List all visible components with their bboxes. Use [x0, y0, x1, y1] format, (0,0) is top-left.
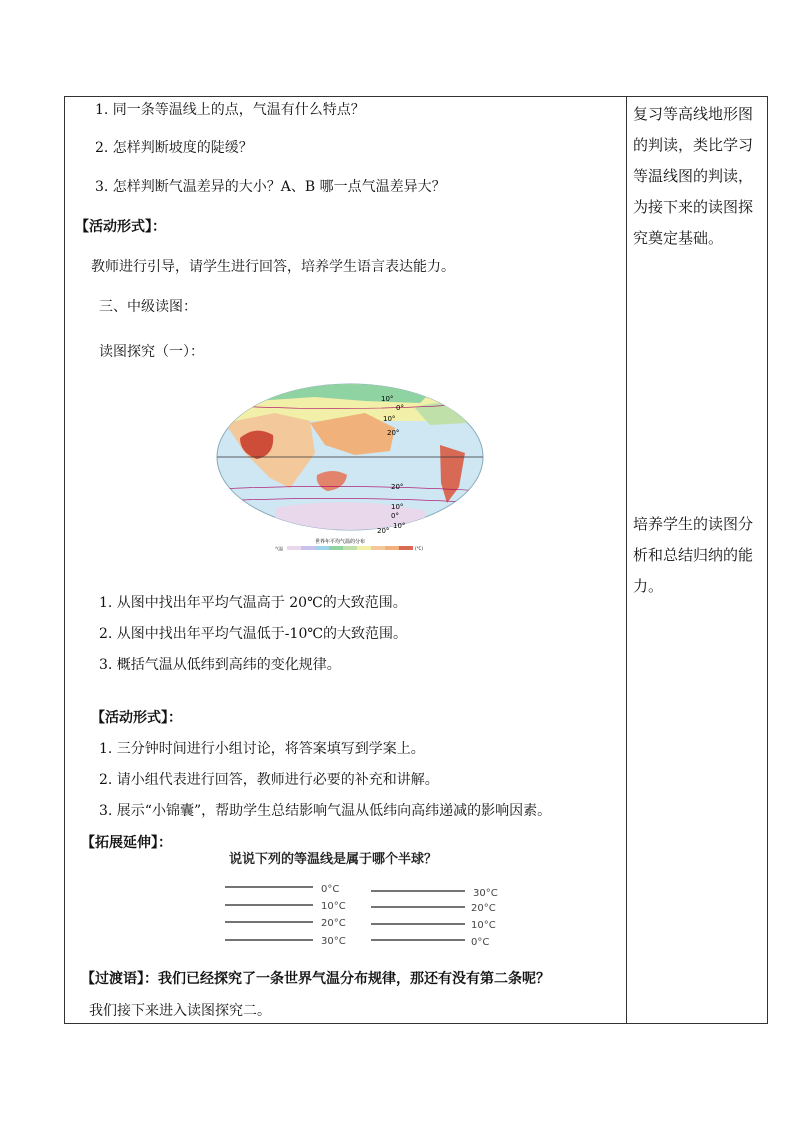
legend-swatch [371, 546, 385, 550]
map-question-2: 2. 从图中找出年平均气温低于-10℃的大致范围。 [99, 626, 408, 642]
isotherm-question-title: 说说下列的等温线是属于哪个半球？ [229, 852, 438, 867]
isotherm-label-left: 0°C [321, 884, 340, 895]
isotherm-label-right: 10°C [471, 920, 496, 931]
isotherm-label: 0° [391, 512, 399, 520]
legend-swatch [343, 546, 357, 550]
transition-line-2: 我们接下来进入读图探究二。 [89, 1003, 271, 1019]
map-title: 世界年平均气温的分布 [315, 539, 366, 545]
map-question-3: 3. 概括气温从低纬到高纬的变化规律。 [99, 657, 341, 673]
question-1: 1. 同一条等温线上的点，气温有什么特点？ [95, 102, 365, 118]
side-note-review: 复习等高线地形图的判读，类比学习等温线图的判读，为接下来的读图探究奠定基础。 [633, 105, 754, 247]
map-question-1: 1. 从图中找出年平均气温高于 20℃的大致范围。 [99, 595, 407, 611]
isotherm-label-left: 30°C [321, 936, 346, 947]
transition-text [81, 970, 550, 988]
section-heading: 三、中级读图： [99, 299, 197, 315]
isotherm-label: 20° [377, 527, 390, 535]
lesson-table [64, 96, 768, 1024]
activity-step-1: 1. 三分钟时间进行小组讨论，将答案填写到学案上。 [99, 741, 425, 757]
activity-step-2: 2. 请小组代表进行回答，教师进行必要的补充和讲解。 [99, 772, 439, 788]
activity-step-3: 3. 展示“小锦囊”，帮助学生总结影响气温从低纬向高纬递减的影响因素。 [99, 803, 552, 819]
isotherm-label: 10° [381, 395, 394, 403]
isotherm-label: 10° [383, 415, 396, 423]
activity-text: 教师进行引导，请学生进行回答，培养学生语言表达能力。 [91, 259, 455, 275]
isotherm-label-left: 10°C [321, 901, 346, 912]
extension-label: 【拓展延伸】： [81, 835, 172, 851]
explore-heading: 读图探究（一）： [99, 344, 204, 360]
isotherm-label: 0° [396, 404, 404, 412]
legend-swatch [329, 546, 343, 550]
side-note-reading: 培养学生的读图分析和总结归纳的能力。 [633, 515, 754, 595]
question-2: 2. 怎样判断坡度的陡缓？ [95, 140, 253, 156]
legend-suffix: (°C) [415, 546, 423, 551]
legend-swatch [385, 546, 399, 550]
activity-label-2: 【活动形式】： [91, 710, 182, 726]
legend-swatch [301, 546, 315, 550]
lesson-side-column [627, 97, 769, 1023]
legend-swatch [357, 546, 371, 550]
isotherm-label-right: 0°C [471, 937, 490, 948]
legend-swatch [399, 546, 413, 550]
activity-label: 【活动形式】： [75, 219, 166, 235]
isotherm-label-left: 20°C [321, 918, 346, 929]
isotherm-label: 20° [387, 429, 400, 437]
isotherm-label: 10° [393, 522, 406, 530]
world-temperature-map [215, 383, 485, 553]
temperature-legend [287, 546, 413, 550]
transition-line-1: 【过渡语】：我们已经探究了一条世界气温分布规律，那还有没有第二条呢？ [81, 971, 550, 987]
legend-prefix: 气温 [275, 546, 283, 551]
isotherm-label: 20° [391, 483, 404, 491]
question-3: 3. 怎样判断气温差异的大小？A、B 哪一点气温差异大？ [95, 179, 446, 195]
isotherm-label-right: 20°C [471, 903, 496, 914]
isotherm-hemisphere-figure [215, 849, 515, 955]
legend-swatch [315, 546, 329, 550]
isotherm-label: 10° [391, 503, 404, 511]
isotherm-label-right: 30°C [473, 888, 498, 899]
legend-swatch [287, 546, 301, 550]
lesson-main-column [65, 97, 626, 1023]
